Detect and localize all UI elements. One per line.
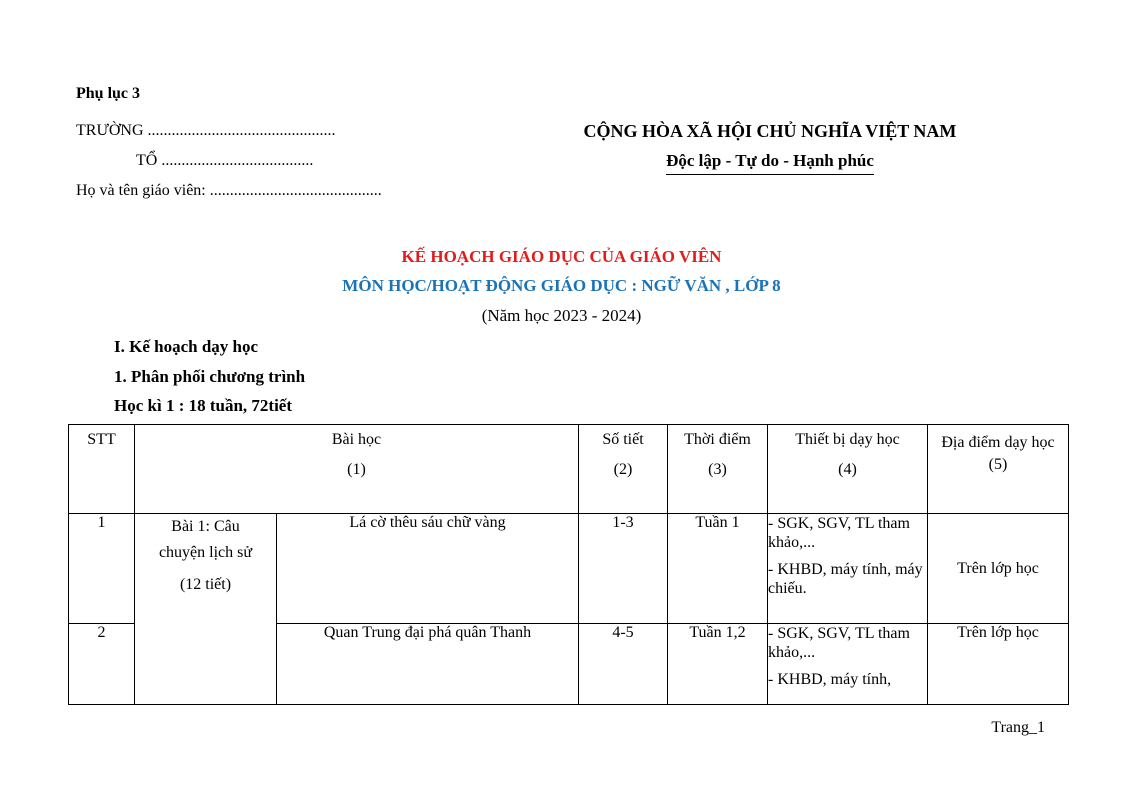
- row-lesson-title: Quan Trung đại phá quân Thanh: [277, 624, 579, 705]
- header-equipment: Thiết bị dạy học (4): [768, 425, 928, 514]
- school-field: TRƯỜNG ...............................................: [76, 122, 336, 139]
- lesson-group-cell: Bài 1: Câu chuyện lịch sử (12 tiết): [135, 514, 277, 705]
- header-lesson: Bài học (1): [135, 425, 579, 514]
- row-lesson-title: Lá cờ thêu sáu chữ vàng: [277, 514, 579, 624]
- row-equipment: - SGK, SGV, TL tham khảo,... - KHBD, máy tính, máy chiếu.: [768, 514, 928, 624]
- group-field: TỔ ......................................: [136, 152, 314, 169]
- row-venue: Trên lớp học: [928, 514, 1069, 624]
- national-motto: [440, 151, 1100, 171]
- row-venue: Trên lớp học: [928, 624, 1069, 705]
- section-heading: I. Kế hoạch dạy học: [114, 337, 259, 356]
- school-year: (Năm học 2023 - 2024): [481, 306, 642, 325]
- table-row: [69, 514, 1069, 624]
- subject-title: MÔN HỌC/HOẠT ĐỘNG GIÁO DỤC : NGỮ VĂN , LỚP 8: [342, 276, 781, 295]
- row-time: Tuần 1,2: [668, 624, 768, 705]
- appendix-label: Phụ lục 3: [76, 85, 141, 102]
- national-title: CỘNG HÒA XÃ HỘI CHỦ NGHĨA VIỆT NAM: [583, 121, 957, 141]
- plan-title: KẾ HOẠCH GIÁO DỤC CỦA GIÁO VIÊN: [401, 247, 722, 266]
- row-stt: 2: [69, 624, 135, 705]
- page-number: Trang_1: [991, 719, 1045, 736]
- row-equipment: - SGK, SGV, TL tham khảo,... - KHBD, máy tính,: [768, 624, 928, 705]
- semester-heading: Học kì 1 : 18 tuần, 72tiết: [114, 396, 293, 415]
- curriculum-table: [68, 424, 1069, 705]
- header-time: Thời điểm (3): [668, 425, 768, 514]
- header-periods: Số tiết (2): [579, 425, 668, 514]
- row-periods: 1-3: [579, 514, 668, 624]
- header-stt: STT: [69, 425, 135, 514]
- row-stt: 1: [69, 514, 135, 624]
- row-periods: 4-5: [579, 624, 668, 705]
- header-venue: Địa điểm dạy học (5): [928, 425, 1069, 514]
- subsection-heading: 1. Phân phối chương trình: [114, 367, 306, 386]
- table-header-row: [69, 425, 1069, 514]
- row-time: Tuần 1: [668, 514, 768, 624]
- teacher-name-field: Họ và tên giáo viên: ...........................................: [76, 182, 382, 199]
- motto-text: Độc lập - Tự do - Hạnh phúc: [666, 151, 874, 175]
